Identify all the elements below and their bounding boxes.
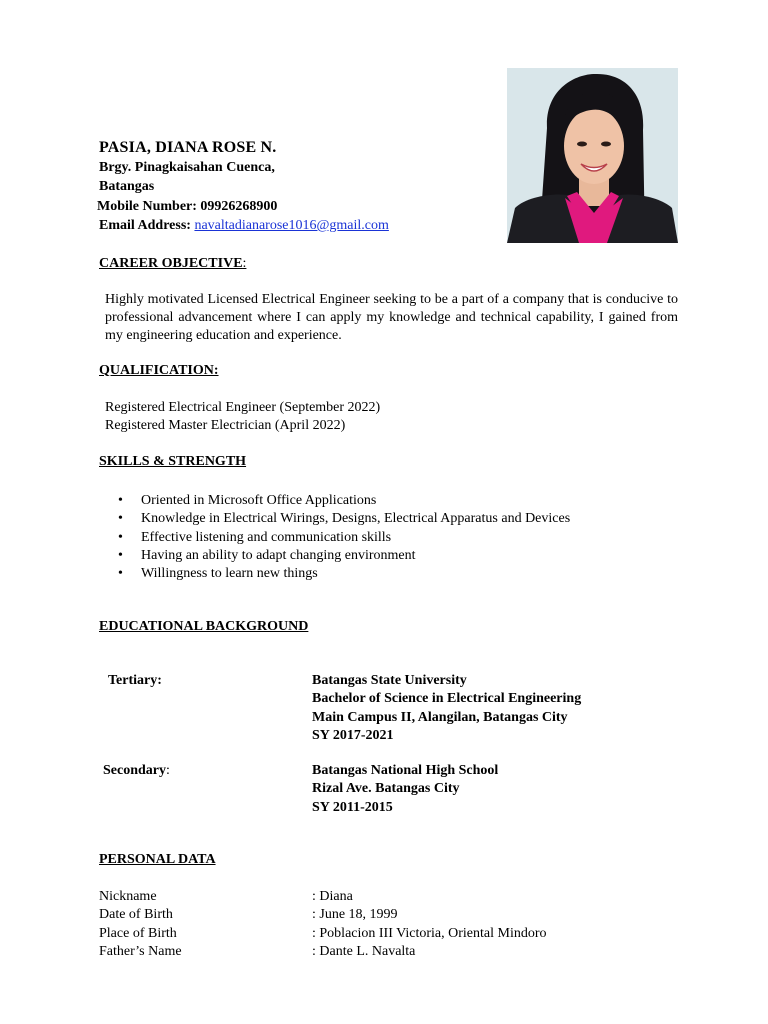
secondary-address: Rizal Ave. Batangas City — [312, 781, 460, 797]
personal-data-heading: PERSONAL DATA — [99, 852, 216, 867]
personal-label-place-of-birth: Place of Birth — [99, 925, 177, 941]
tertiary-address: Main Campus II, Alangilan, Batangas City — [312, 709, 568, 725]
career-objective-heading: CAREER OBJECTIVE: — [99, 256, 247, 271]
qualification-item: Registered Electrical Engineer (September 2022) — [105, 400, 381, 415]
email-link[interactable]: navaltadianarose1016@gmail.com — [194, 218, 389, 233]
skills-heading: SKILLS & STRENGTH — [99, 454, 247, 469]
tertiary-label: Tertiary: — [108, 673, 162, 688]
bullet-icon: • — [118, 547, 123, 563]
tertiary-school: Batangas State University — [312, 673, 467, 688]
skill-item: • Effective listening and communication skills — [118, 529, 570, 547]
bullet-icon: • — [118, 493, 123, 508]
personal-value-fathers-name: : Dante L. Navalta — [312, 943, 416, 959]
skill-item: • Oriented in Microsoft Office Applications — [118, 492, 570, 510]
career-objective-text: Highly motivated Licensed Electrical Engineer seeking to be a part of a company that is conducive to professional advancement where I can apply my knowledge and technical capability, I gained from my engineering education and experience. — [105, 292, 678, 343]
email-label: Email Address: — [99, 218, 195, 233]
qualification-heading: QUALIFICATION: — [99, 363, 219, 378]
qualification-list — [105, 399, 380, 435]
tertiary-details — [312, 672, 581, 745]
secondary-school: Batangas National High School — [312, 763, 499, 778]
personal-label-date-of-birth: Date of Birth — [99, 907, 173, 923]
portrait-image — [507, 68, 678, 243]
profile-photo — [507, 68, 678, 243]
personal-label-nickname: Nickname — [99, 889, 157, 904]
qualification-item: Registered Master Electrician (April 2022) — [105, 418, 346, 433]
personal-value-nickname: : Diana — [312, 889, 353, 904]
address-line-2: Batangas — [99, 179, 155, 194]
skills-list — [118, 492, 570, 583]
secondary-label: Secondary: — [103, 763, 170, 778]
address-line-1: Brgy. Pinagkaisahan Cuenca, — [99, 160, 275, 175]
applicant-name: PASIA, DIANA ROSE N. — [99, 139, 277, 156]
bullet-icon: • — [118, 566, 123, 582]
personal-data-values — [312, 888, 547, 961]
tertiary-school-year: SY 2017-2021 — [312, 727, 394, 743]
secondary-details — [312, 762, 498, 817]
email-row — [99, 218, 389, 234]
personal-value-place-of-birth: : Poblacion III Victoria, Oriental Mindoro — [312, 925, 547, 941]
personal-label-fathers-name: Father’s Name — [99, 943, 182, 959]
skill-item: • Willingness to learn new things — [118, 565, 570, 583]
personal-data-labels — [99, 888, 182, 961]
skill-item: • Knowledge in Electrical Wirings, Designs, Electrical Apparatus and Devices — [118, 510, 570, 528]
tertiary-degree: Bachelor of Science in Electrical Engineering — [312, 691, 582, 707]
secondary-school-year: SY 2011-2015 — [312, 799, 393, 815]
education-heading: EDUCATIONAL BACKGROUND — [99, 619, 309, 634]
skill-item: • Having an ability to adapt changing environment — [118, 547, 570, 565]
personal-value-date-of-birth: : June 18, 1999 — [312, 907, 398, 923]
bullet-icon: • — [118, 529, 123, 545]
bullet-icon: • — [118, 511, 123, 527]
mobile-number: Mobile Number: 09926268900 — [97, 199, 278, 214]
